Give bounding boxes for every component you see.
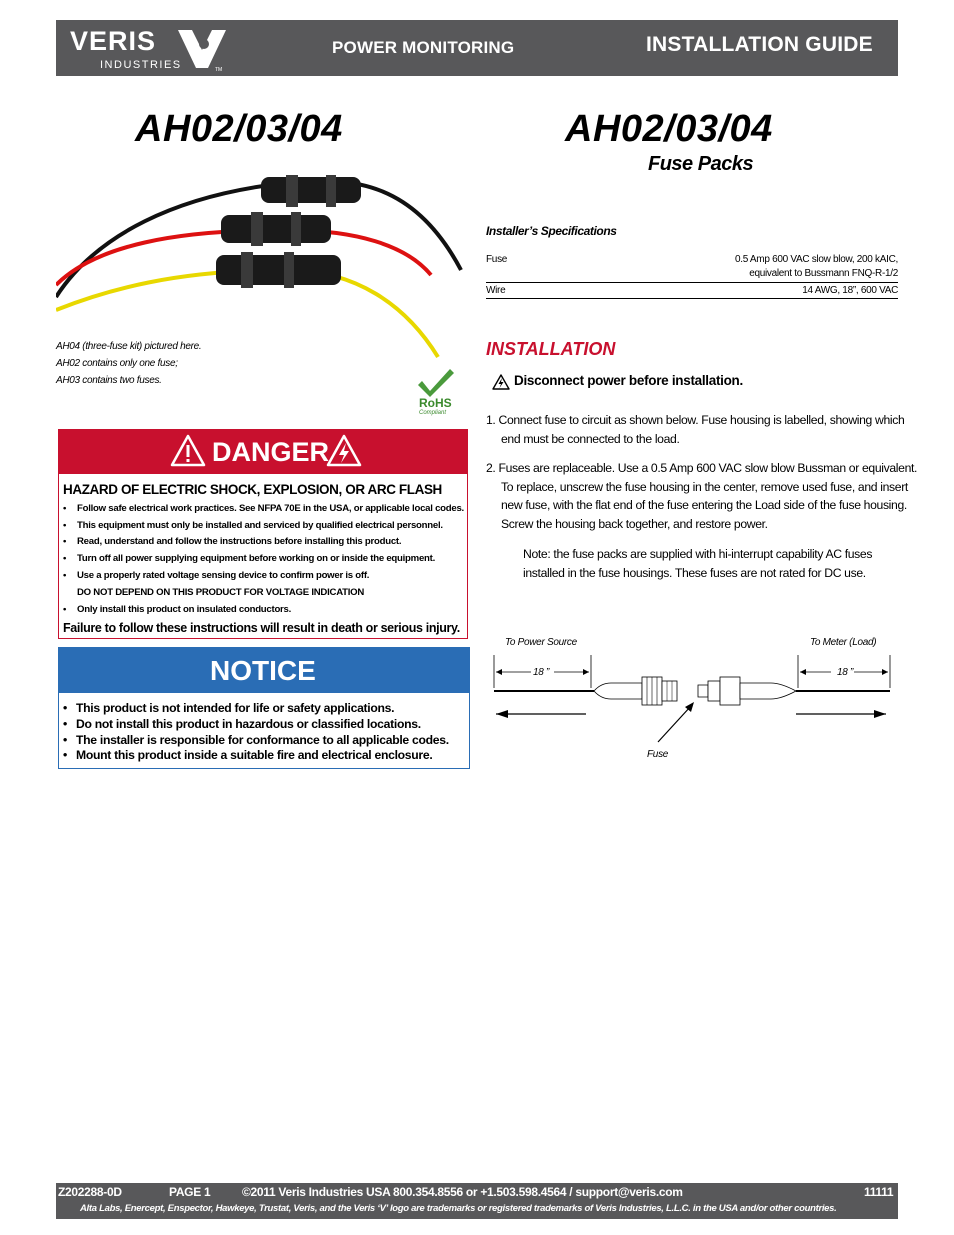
danger-item: • Only install this product on insulated conductors. <box>63 604 292 615</box>
spec-value-wire: 14 AWG, 18”, 600 VAC <box>802 285 898 296</box>
spec-divider <box>486 282 898 283</box>
diagram-fuse-label: Fuse <box>647 749 669 760</box>
shock-hazard-icon <box>326 434 362 468</box>
installation-step-2: 2. Fuses are replaceable. Use a 0.5 Amp 600 VAC slow blow Bussman or equivalent. To replace, unscrew the fuse housing in the center, remove used fuse, and insert new fuse, with the flat end of the fuse entering the Load side of the fuse housing. Screw the housing back together, and restore power. <box>486 461 918 531</box>
danger-title: DANGER <box>212 437 330 467</box>
footer-date-code: 11111 <box>864 1185 894 1199</box>
notice-item: • This product is not intended for life or safety applications. <box>63 701 395 715</box>
danger-hazard: HAZARD OF ELECTRIC SHOCK, EXPLOSION, OR ARC FLASH <box>63 482 442 497</box>
svg-text:INDUSTRIES: INDUSTRIES <box>100 59 182 71</box>
shock-hazard-icon <box>492 374 510 390</box>
danger-item: • Read, understand and follow the instructions before installing this product. <box>63 536 402 547</box>
svg-text:Compliant: Compliant <box>419 410 447 416</box>
danger-item: • This equipment must only be installed and serviced by qualified electrical personnel. <box>63 520 443 531</box>
notice-item: • Do not install this product in hazardous or classified locations. <box>63 717 421 731</box>
footer-trademarks: Alta Labs, Enercept, Enspector, Hawkeye, Trustat, Veris, and the Veris ‘V’ logo are trademarks or registered trademarks of Veris Industries, L.L.C. in the USA and/or other countries. <box>80 1203 837 1214</box>
installation-note: Note: the fuse packs are supplied with hi-interrupt capability AC fuses installed in the fuse housings. These fuses are not rated for DC use. <box>523 547 873 580</box>
subtitle: Fuse Packs <box>648 153 754 175</box>
header-doc-type: INSTALLATION GUIDE <box>646 33 873 56</box>
footer-copyright: ©2011 Veris Industries USA 800.354.8556 or +1.503.598.4564 / support@veris.com <box>242 1185 683 1199</box>
spec-divider <box>486 298 898 299</box>
spec-label-fuse: Fuse <box>486 254 508 265</box>
danger-item: • Follow safe electrical work practices. See NFPA 70E in the USA, or applicable local codes. <box>63 503 464 514</box>
diagram-right-label: To Meter (Load) <box>810 637 877 648</box>
photo-caption-1: AH04 (three-fuse kit) pictured here. <box>56 341 202 352</box>
danger-failure: Failure to follow these instructions will result in death or serious injury. <box>63 621 460 635</box>
installation-warning: Disconnect power before installation. <box>514 373 743 388</box>
notice-item: • Mount this product inside a suitable fire and electrical enclosure. <box>63 748 433 762</box>
spec-value-fuse-2: equivalent to Bussmann FNQ-R-1/2 <box>749 268 898 279</box>
danger-item: • Turn off all power supplying equipment before working on or inside the equipment. <box>63 553 436 564</box>
veris-logo <box>70 24 230 74</box>
svg-text:RoHS: RoHS <box>419 396 452 410</box>
footer-page: PAGE 1 <box>169 1185 211 1199</box>
notice-item: • The installer is responsible for conformance to all applicable codes. <box>63 733 449 747</box>
danger-item: • Use a properly rated voltage sensing device to confirm power is off. <box>63 570 370 581</box>
header-section: POWER MONITORING <box>332 38 515 57</box>
spec-title: Installer’s Specifications <box>486 224 617 238</box>
diagram-left-length: 18 ” <box>533 667 550 678</box>
title-left: AH02/03/04 <box>135 108 343 150</box>
diagram-left-label: To Power Source <box>505 637 577 648</box>
footer-doc-id: Z202288-0D <box>58 1185 122 1199</box>
warning-triangle-icon <box>170 434 206 468</box>
photo-caption-2: AH02 contains only one fuse; <box>56 358 178 369</box>
photo-caption-3: AH03 contains two fuses. <box>56 375 162 386</box>
notice-title: NOTICE <box>210 655 316 686</box>
danger-item-sub: DO NOT DEPEND ON THIS PRODUCT FOR VOLTAGE INDICATION <box>77 587 365 598</box>
svg-text:TM: TM <box>215 67 223 73</box>
spec-label-wire: Wire <box>486 285 506 296</box>
title-right: AH02/03/04 <box>565 108 773 150</box>
fuse-pack-photo <box>56 175 468 360</box>
diagram-right-length: 18 ” <box>837 667 854 678</box>
installation-step-1: 1. Connect fuse to circuit as shown below. Fuse housing is labelled, showing which end must be connected to the load. <box>486 413 905 446</box>
installation-title: INSTALLATION <box>486 339 616 359</box>
rohs-check-icon <box>416 367 458 417</box>
svg-text:VERIS: VERIS <box>70 26 157 56</box>
spec-value-fuse-1: 0.5 Amp 600 VAC slow blow, 200 kAIC, <box>735 254 898 265</box>
